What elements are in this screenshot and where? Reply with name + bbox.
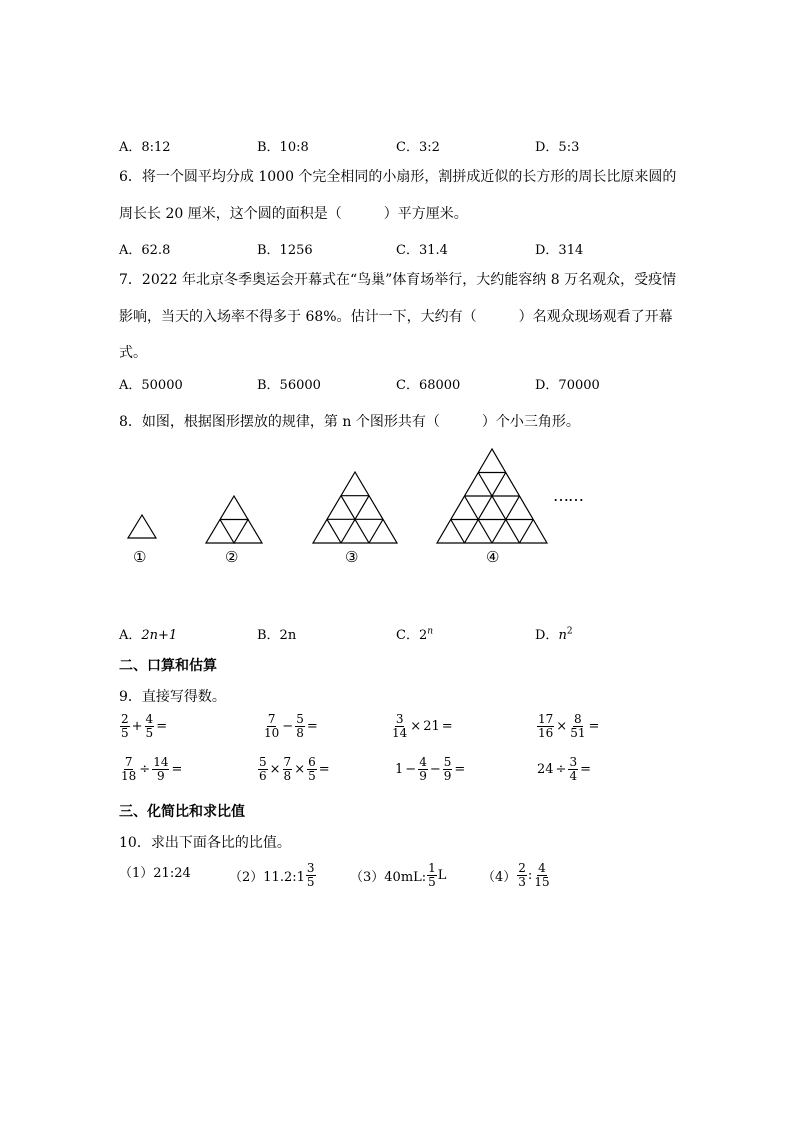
q10-part-2: （2）11.2:1 $\frac{3}{5}$: [229, 861, 315, 889]
q9-expression-3: $\frac{3}{14}$ × 21 =: [392, 712, 453, 740]
figure-2-triangles: [206, 496, 262, 543]
q5-option-c: C．3:2: [396, 140, 440, 155]
figure-label-2: ②: [225, 548, 239, 566]
q7-option-b: B．56000: [257, 378, 321, 393]
q9-expression-6: $\frac{5}{6}$ × $\frac{7}{8}$ × $\frac{6}{5}$ =: [259, 755, 330, 783]
q5-option-b: B．10:8: [257, 140, 309, 155]
figure-1-triangles: [128, 515, 156, 538]
figure-3-triangles: [313, 472, 397, 543]
q9-expression-7: 1 − $\frac{4}{9}$ − $\frac{5}{9}$ =: [395, 755, 466, 783]
figure-label-3: ③: [345, 548, 359, 566]
q9-expression-8: 24 ÷ $\frac{3}{4}$ =: [537, 755, 591, 783]
ellipsis: ……: [553, 486, 583, 505]
q10-part-4: （4） $\frac{2}{3}$ : $\frac{4}{15}$: [482, 861, 550, 889]
q6-option-d: D．314: [535, 243, 584, 258]
q9-expression-4: $\frac{17}{16}$ × $\frac{8}{51}$ =: [538, 712, 600, 740]
q9-expression-2: $\frac{7}{10}$ − $\frac{5}{8}$ =: [264, 712, 318, 740]
q6-line-1: 6．将一个圆平均分成 1000 个完全相同的小扇形，割拼成近似的长方形的周长比原来圆的: [119, 169, 677, 185]
q8-option-d: D．$n^2$: [535, 626, 573, 643]
section-2-heading: 二、口算和估算: [119, 658, 217, 674]
section-3-heading: 三、化简比和求比值: [119, 804, 245, 820]
q5-option-a: A．8:12: [119, 140, 171, 155]
q6-line-2: 周长长 20 厘米，这个圆的面积是（ ）平方厘米。: [119, 206, 468, 222]
q8-question: 8．如图，根据图形摆放的规律，第 n 个图形共有（ ）个小三角形。: [119, 414, 580, 430]
q9-title: 9．直接写得数。: [119, 689, 226, 705]
q7-option-a: A．50000: [119, 378, 183, 393]
q7-line-1: 7．2022 年北京冬季奥运会开幕式在“鸟巢”体育场举行，大约能容纳 8 万名观众，受疫情: [119, 272, 677, 288]
q5-option-d: D．5:3: [535, 140, 580, 155]
figure-label-4: ④: [486, 548, 500, 566]
figure-4-triangles: [437, 449, 547, 543]
q10-part-3: （3）40mL: $\frac{1}{5}$ L: [350, 861, 447, 889]
q7-line-2: 影响，当天的入场率不得多于 68%。估计一下，大约有（ ）名观众现场观看了开幕: [119, 309, 673, 325]
triangle-pattern-figure: [0, 445, 794, 575]
q10-title: 10．求出下面各比的比值。: [119, 835, 291, 851]
q10-part-1: （1）21:24: [119, 866, 191, 881]
q8-option-b: B．2n: [257, 628, 297, 643]
q6-option-b: B．1256: [257, 243, 313, 258]
figure-label-1: ①: [133, 548, 147, 566]
q7-option-d: D．70000: [535, 378, 600, 393]
q9-expression-5: $\frac{7}{18}$ ÷ $\frac{14}{9}$ =: [121, 755, 183, 783]
q8-option-c: C．2$^n$: [396, 626, 434, 643]
q6-option-a: A．62.8: [119, 243, 171, 258]
q7-option-c: C．68000: [396, 378, 461, 393]
q7-line-3: 式。: [119, 345, 147, 361]
q6-option-c: C．31.4: [396, 243, 448, 258]
q8-option-a: A．2n+1: [119, 628, 178, 643]
q9-expression-1: $\frac{2}{5}$ + $\frac{4}{5}$ =: [121, 712, 168, 740]
